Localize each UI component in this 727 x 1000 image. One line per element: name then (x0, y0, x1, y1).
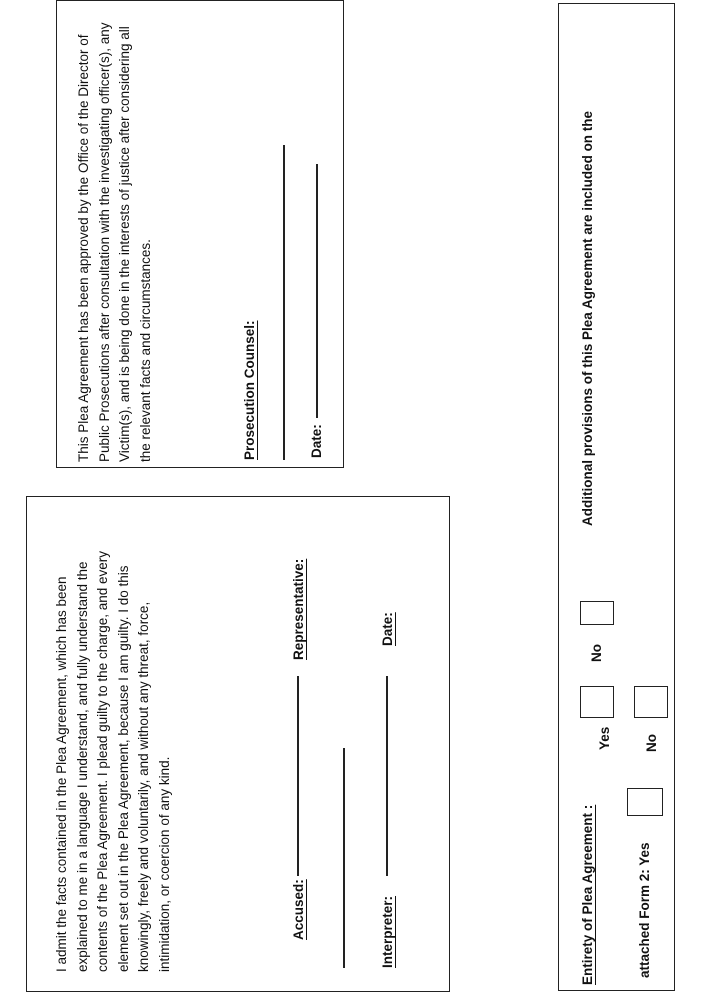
interpreter-label-text: Interpreter: (380, 895, 395, 968)
form2-label-text: attached Form 2: Yes (637, 842, 652, 978)
entirety-yes-checkbox[interactable] (580, 686, 614, 718)
additional-provisions-label (580, 111, 595, 526)
accused-statement-paragraph: I admit the facts contained in the Plea Agreement, which has been explained to me in a language I understand, and fully understand the contents of the Plea Agreement. I plead guilty to the charge, and every element set out in the Plea Agreement, because I am guilty. I do this knowingly, freely and voluntarily, and without any threat, force, intimidation, or coercion of any kind. (54, 550, 172, 972)
prosecution-statement-paragraph: This Plea Agreement has been approved by the Office of the Director of Public Prosecutions after consultation with the investigating officer(s), any Victim(s), and is being done in the interests of justice after considering all the relevant facts and circumstances. (76, 22, 153, 462)
entirety-yes-label (597, 727, 612, 750)
accused-extra-line[interactable] (343, 748, 345, 968)
entirety-no-label (589, 644, 604, 662)
prosecution-counsel-line[interactable] (283, 145, 285, 460)
accused-label-text: Accused: (291, 879, 306, 940)
form2-label (637, 842, 652, 978)
entirety-yes-label-text: Yes (597, 726, 612, 750)
prosecution-date-label-text: Date: (309, 424, 324, 458)
prosecution-counsel-label-text: Prosecution Counsel: (242, 320, 257, 460)
entirety-panel (558, 3, 675, 991)
entirety-label-text: Entirety of Plea Agreement : (580, 804, 595, 985)
interpreter-label (380, 896, 395, 968)
accused-label (291, 879, 306, 940)
form2-no-label (644, 734, 659, 752)
entirety-no-label-text: No (589, 644, 604, 662)
interpreter-signature-line[interactable] (386, 676, 388, 876)
accused-date-label (380, 612, 395, 646)
accused-date-label-text: Date: (380, 612, 395, 646)
entirety-label (580, 805, 595, 985)
entirety-no-checkbox[interactable] (580, 601, 614, 625)
prosecution-counsel-label (242, 320, 257, 460)
form2-no-label-text: No (644, 734, 659, 752)
representative-label-text: Representative: (291, 558, 306, 660)
representative-label (291, 559, 306, 660)
accused-signature-line[interactable] (297, 676, 299, 876)
form2-no-checkbox[interactable] (634, 686, 668, 718)
form2-yes-checkbox[interactable] (627, 788, 663, 816)
prosecution-date-line[interactable] (316, 164, 318, 418)
prosecution-date-label (309, 424, 324, 458)
additional-provisions-label-text: Additional provisions of this Plea Agreement are included on the (580, 110, 595, 526)
